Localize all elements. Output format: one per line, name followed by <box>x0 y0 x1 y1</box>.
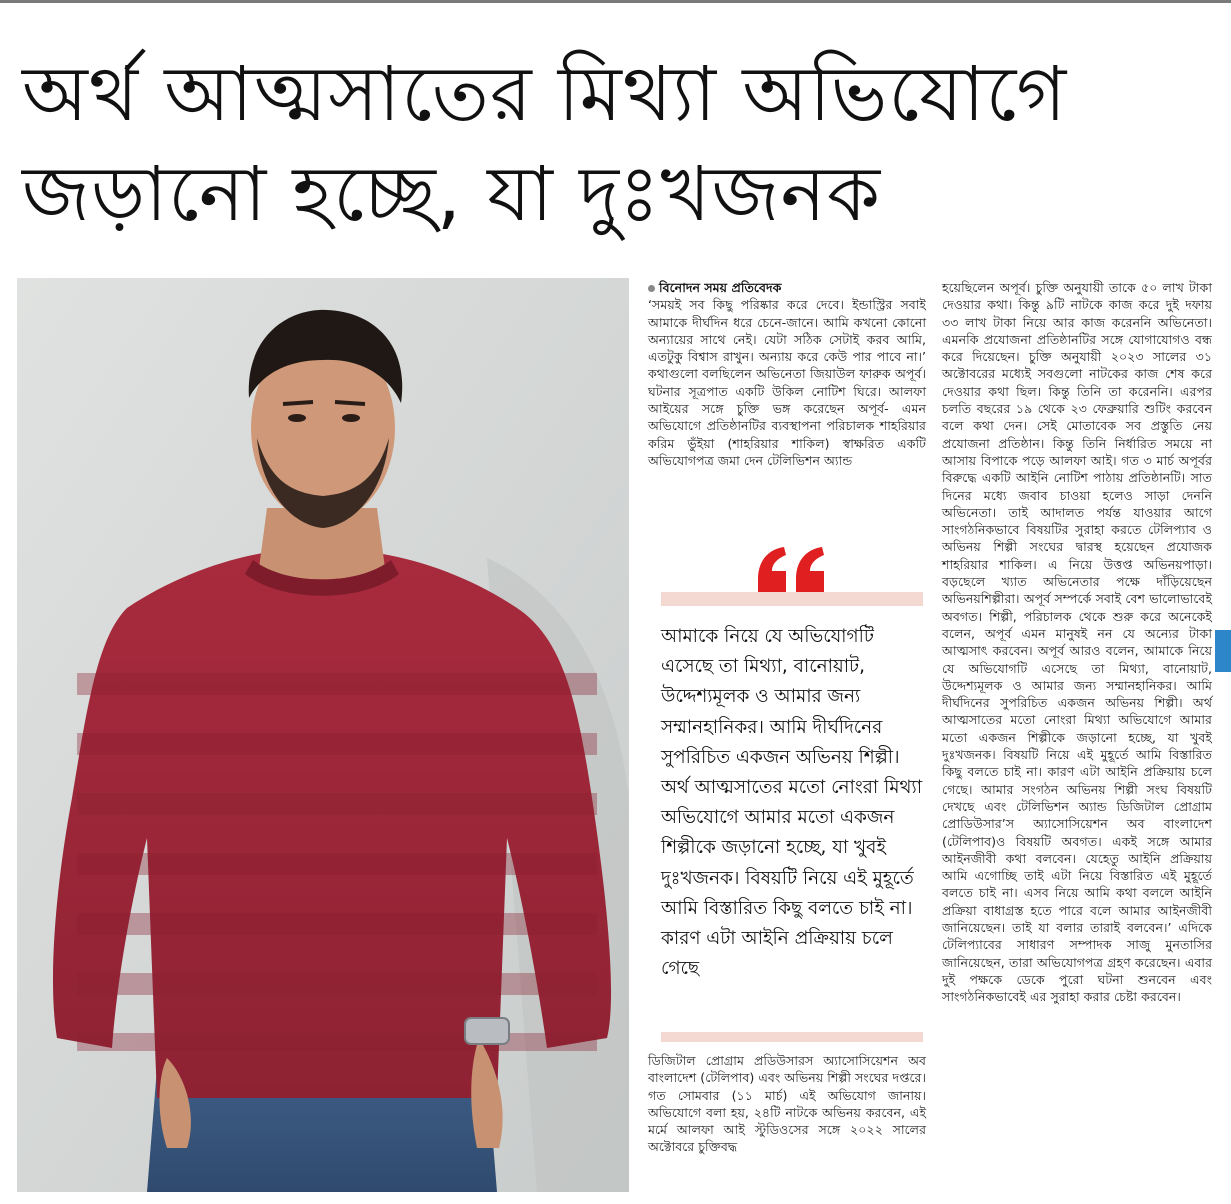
headline-line-1: অর্থ আত্মসাতের মিথ্যা অভিযোগে <box>22 49 1068 138</box>
side-tab-marker <box>1215 630 1231 672</box>
article-column-1 <box>648 279 926 469</box>
headline <box>22 44 1212 244</box>
top-rule <box>0 0 1231 3</box>
pull-quote-bottom-bar <box>661 1032 923 1042</box>
byline-text: বিনোদন সময় প্রতিবেদক <box>659 280 782 295</box>
column1-bottom-text: ডিজিটাল প্রোগ্রাম প্রডিউসারস অ্যাসোসিয়েশন অব বাংলাদেশ (টেলিপাব) এবং অভিনয় শিল্পী সংঘের দপ্তরে। গত সোমবার (১১ মার্চ) এই অভিযোগ জানায়। অভিযোগে বলা হয়, ২৪টি নাটকে অভিনয় করবেন, এই মর্মে আলফা আই স্টুডিওসের সঙ্গে ২০২২ সালের অক্টোবরে চুক্তিবদ্ধ <box>648 1053 926 1155</box>
article-column-2 <box>942 279 1212 1005</box>
column1-text: ‘সময়ই সব কিছু পরিষ্কার করে দেবে। ইন্ডাস্ট্রির সবাই আমাকে দীর্ঘদিন ধরে চেনে-জানে। আমি কখনো কোনো অন্যায়ের সাথে নেই। যেটা সঠিক সেটাই করব আমি, এতটুকু বিশ্বাস রাখুন। অন্যায় করে কেউ পার পাবে না।’ কথাগুলো বলছিলেন অভিনেতা জিয়াউল ফারুক অপূর্ব। ঘটনার সূত্রপাত একটি উকিল নোটিশ ঘিরে। আলফা আইয়ের সঙ্গে চুক্তি ভঙ্গ করেছেন অপূর্ব- এমন অভিযোগে প্রতিষ্ঠানটির ব্যবস্থাপনা পরিচালক শাহরিয়ার করিম ভুঁইয়া (শাহরিয়ার শাকিল) স্বাক্ষরিত একটি অভিযোগপত্র জমা দেন টেলিভিশন অ্যান্ড <box>648 297 926 468</box>
byline-dot-icon <box>648 285 655 292</box>
column2-text: হয়েছিলেন অপূর্ব। চুক্তি অনুযায়ী তাকে ৫০ লাখ টাকা দেওয়ার কথা। কিন্তু ৯টি নাটকে কাজ করে দুই দফায় ৩৩ লাখ টাকা নিয়ে আর কাজ করেননি অভিনেতা। এমনকি প্রযোজনা প্রতিষ্ঠানটির সঙ্গে যোগাযোগও বন্ধ করে দিয়েছেন। চুক্তি অনুযায়ী ২০২৩ সালের ৩১ অক্টোবরের মধ্যেই সবগুলো নাটকের কাজ শেষ করে দেওয়ার কথা ছিল। কিন্তু তিনি তা করেননি। এরপর চলতি বছরের ১৯ থেকে ২৩ ফেব্রুয়ারি শুটিং করবেন বলে কথা দেন। সেই মোতাবেক সব প্রস্তুতি নেয় প্রযোজনা প্রতিষ্ঠান। কিন্তু তিনি নির্ধারিত সময়ে না আসায় বিপাকে পড়ে আলফা আই। গত ৩ মার্চ অপূর্বর বিরুদ্ধে একটি আইনি নোটিশ পাঠায় প্রতিষ্ঠানটি। সাত দিনের মধ্যে জবাব চাওয়া হলেও সাড়া দেননি অভিনেতা। তাই আদালত পর্যন্ত যাওয়ার আগে সাংগঠনিকভাবে বিষয়টির সুরাহা করতে টেলিপ্যাব ও অভিনয় শিল্পী সংঘের দ্বারস্থ হয়েছেন প্রযোজক শাহরিয়ার শাকিল। এ নিয়ে উত্তপ্ত অভিনয়পাড়া। বড়ছেলে খ্যাত অভিনেতার পক্ষে দাঁড়িয়েছেন অভিনয়শিল্পীরা। অপূর্ব সম্পর্কে সবাই বেশ ভালোভাবেই অবগত। শিল্পী, পরিচালক থেকে শুরু করে অনেকেই বলেন, অপূর্ব এমন মানুষই নন যে অন্যের টাকা আত্মসাৎ করবেন। অপূর্ব আরও বলেন, আমাকে নিয়ে যে অভিযোগটি এসেছে তা মিথ্যা, বানোয়াট, উদ্দেশ্যমূলক ও আমার জন্য সম্মানহানিকর। আমি দীর্ঘদিনের সুপরিচিত একজন অভিনয় শিল্পী। অর্থ আত্মসাতের মতো নোংরা মিথ্যা অভিযোগে আমার মতো একজন শিল্পীকে জড়ানো হচ্ছে, যা খুবই দুঃখজনক। বিষয়টি নিয়ে এই মুহূর্তে আমি বিস্তারিত কিছু বলতে চাই না। কারণ এটা আইনি প্রক্রিয়ায় চলে গেছে। আমার সংগঠন অভিনয় শিল্পী সংঘ বিষয়টি দেখছে এবং টেলিভিশন অ্যান্ড ডিজিটাল প্রোগ্রাম প্রোডিউসার’স অ্যাসোসিয়েশন অব বাংলাদেশ (টেলিপাব)ও বিষয়টি অবগত। একই সঙ্গে আমার আইনজীবী কথা বলবেন। যেহেতু আইনি প্রক্রিয়ায় আমি এগোচ্ছি তাই এটা নিয়ে বিস্তারিত এই মুহূর্তে বলতে চাই না। এসব নিয়ে আমি কথা বললে আইনি প্রক্রিয়া বাধাগ্রস্ত হতে পারে বলে আমার আইনজীবী জানিয়েছেন। তাই যা বলার তারাই বলবেন।’ এদিকে টেলিপ্যাবের সাধারণ সম্পাদক সাজু মুনতাসির জানিয়েছেন, তারা অভিযোগপত্র গ্রহণ করেছেন। এবার দুই পক্ষকে ডেকে পুরো ঘটনা শুনবেন এবং সাংগঠনিকভাবেই এর সুরাহা করার চেষ্টা করবেন। <box>942 280 1212 1005</box>
actor-photo <box>17 278 629 1192</box>
byline <box>648 279 926 296</box>
pull-quote-top-bar <box>661 592 923 606</box>
pull-quote: আমাকে নিয়ে যে অভিযোগটি এসেছে তা মিথ্যা, বানোয়াট, উদ্দেশ্যমূলক ও আমার জন্য সম্মানহানিকর। আমি দীর্ঘদিনের সুপরিচিত একজন অভিনয় শিল্পী। অর্থ আত্মসাতের মতো নোংরা মিথ্যা অভিযোগে আমার মতো একজন শিল্পীকে জড়ানো হচ্ছে, যা খুবই দুঃখজনক। বিষয়টি নিয়ে এই মুহূর্তে আমি বিস্তারিত কিছু বলতে চাই না। কারণ এটা আইনি প্রক্রিয়ায় চলে গেছে <box>661 626 923 980</box>
headline-line-2: জড়ানো হচ্ছে, যা দুঃখজনক <box>22 149 881 238</box>
article-column-1-bottom <box>648 1052 926 1156</box>
